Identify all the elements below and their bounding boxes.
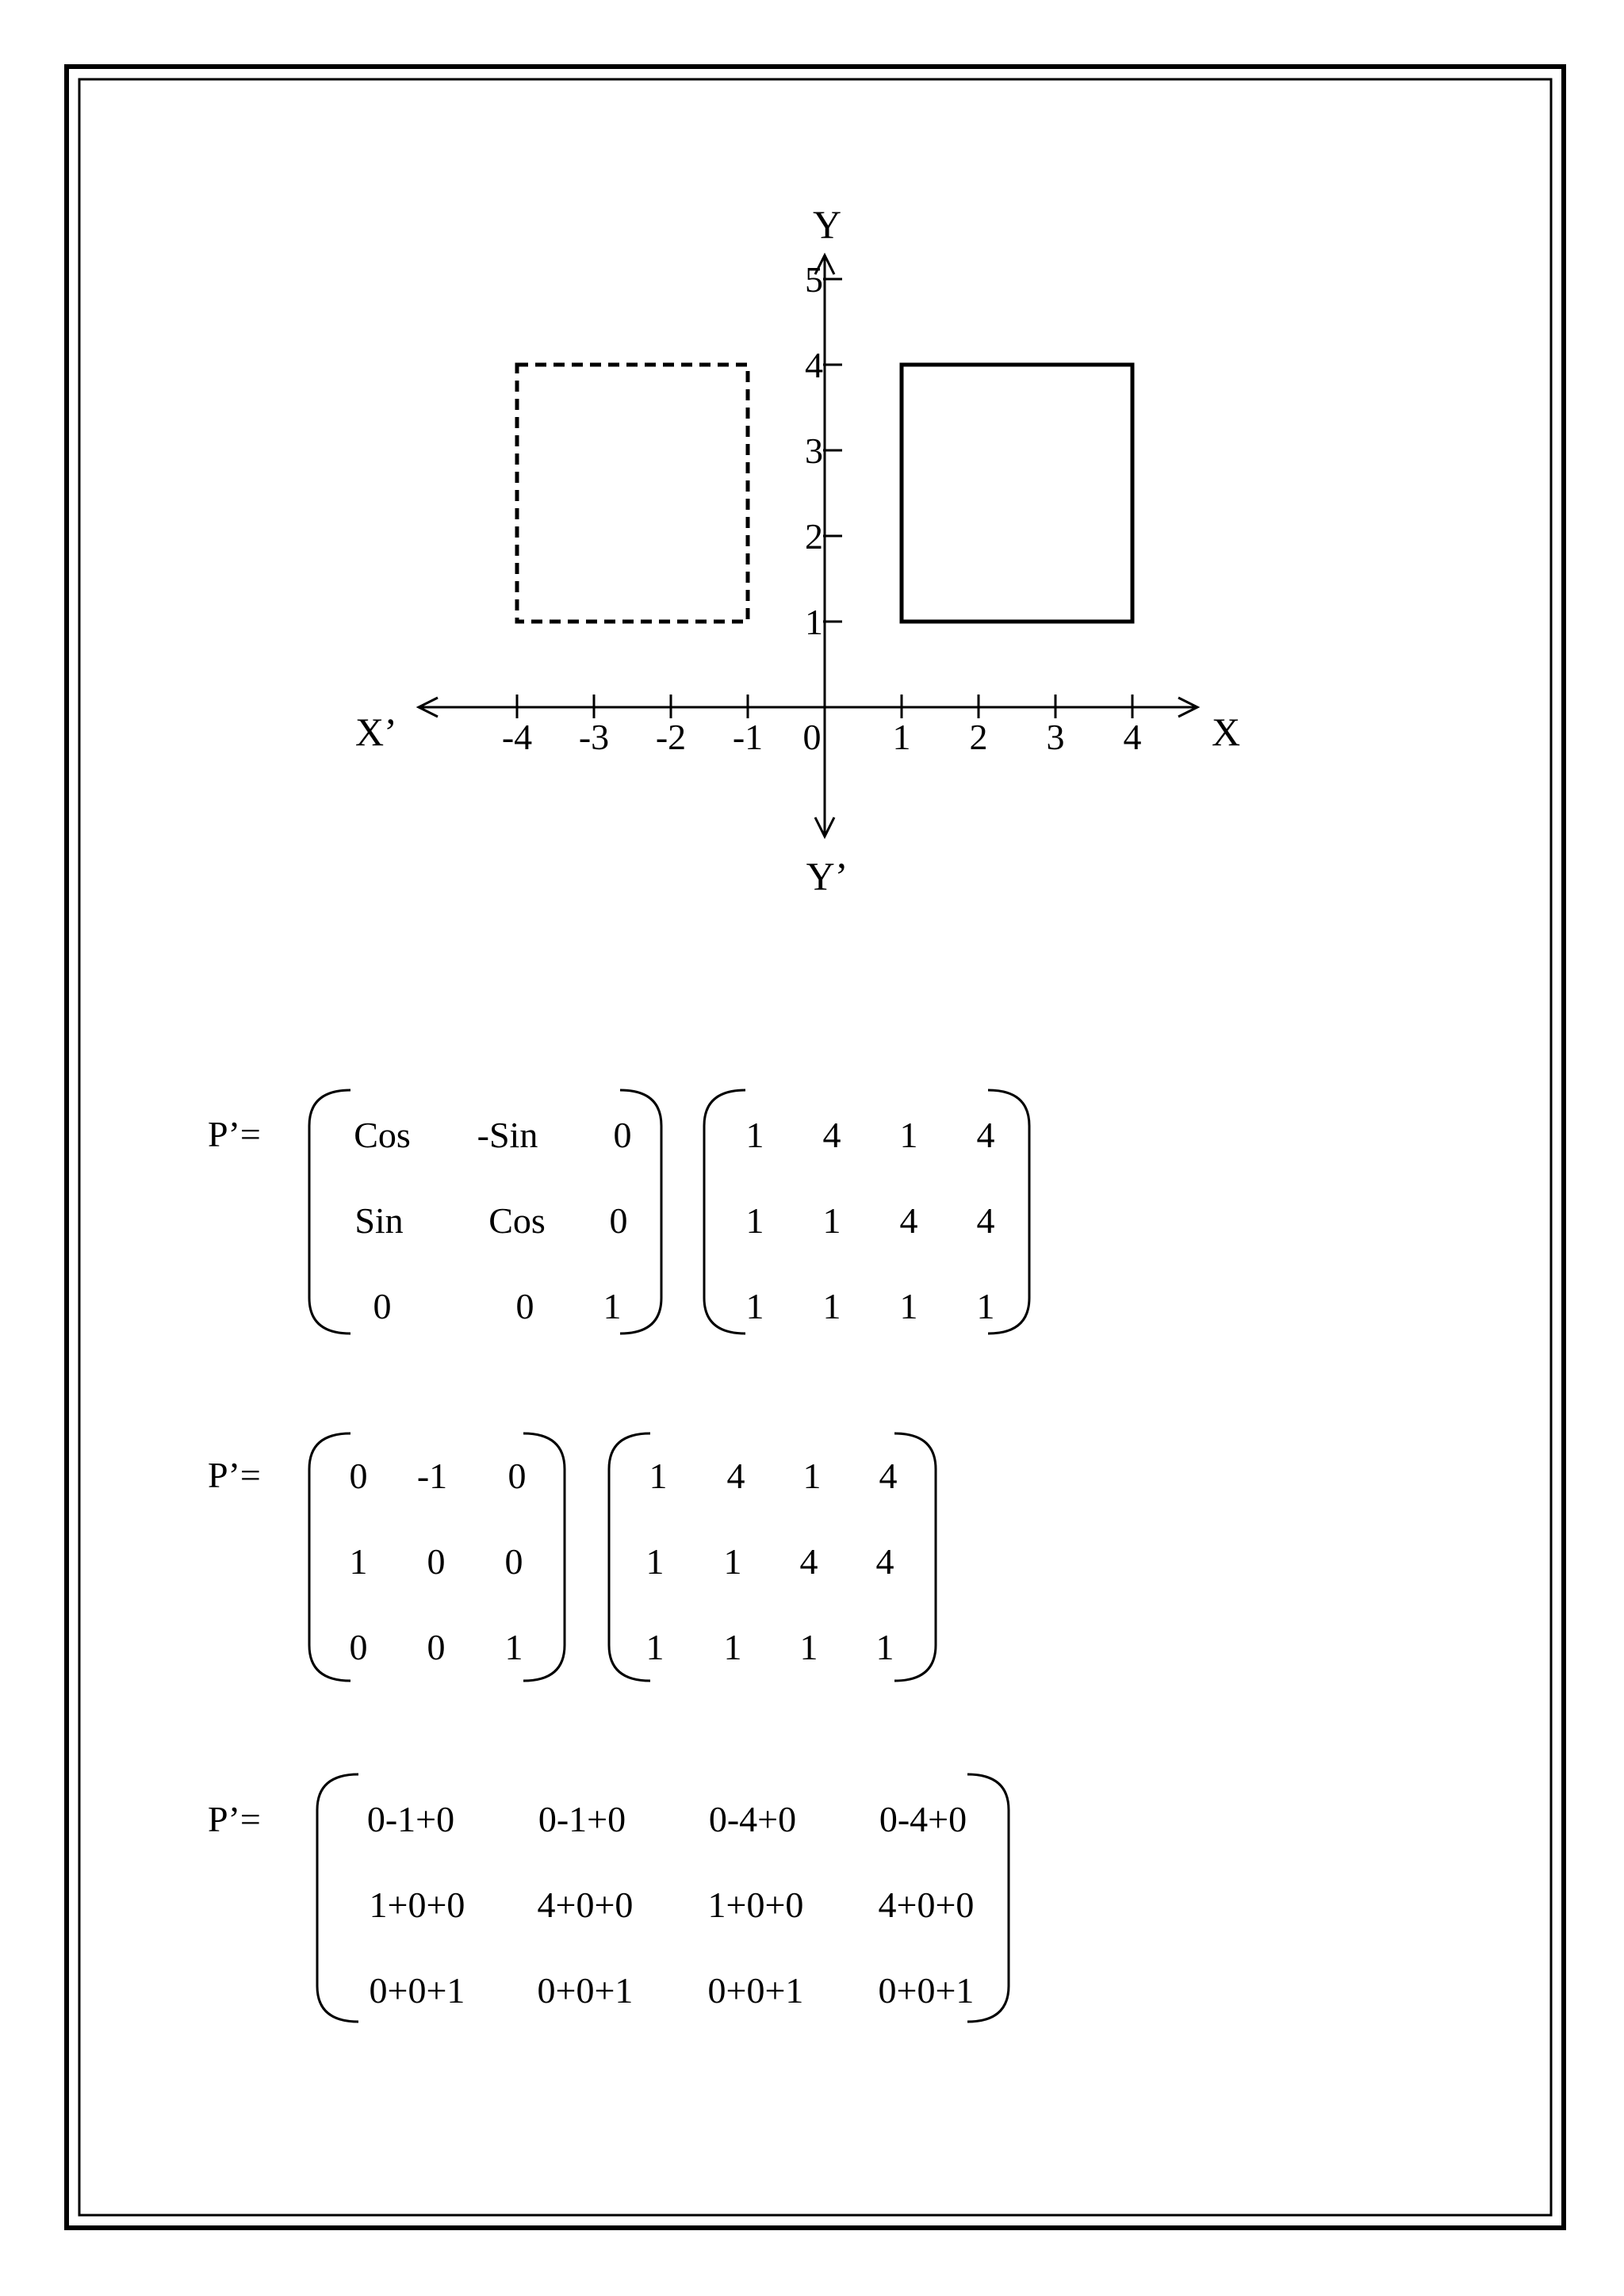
- matrix-cell: 1: [899, 1286, 918, 1326]
- matrix-cell: 1: [504, 1627, 523, 1667]
- matrix-cell: 1: [723, 1541, 742, 1582]
- y-tick-label: 1: [805, 602, 823, 642]
- matrix-cell: 1: [802, 1456, 822, 1496]
- left-paren: [609, 1433, 650, 1681]
- matrix-cell: 1: [745, 1200, 764, 1241]
- y-axis-label: Y: [812, 202, 842, 247]
- matrix-cell: 1: [603, 1286, 622, 1326]
- x-tick-label: -3: [578, 717, 610, 757]
- matrix-cell: 0+0+1: [878, 1970, 975, 2011]
- matrix-cell: -Sin: [477, 1115, 538, 1155]
- rotated-rectangle: [517, 365, 748, 622]
- equation-3-lhs: P’=: [208, 1799, 261, 1839]
- coordinate-graph: [355, 202, 1240, 898]
- left-paren: [309, 1090, 350, 1334]
- left-paren: [704, 1090, 745, 1334]
- x-tick-label: 3: [1046, 717, 1065, 757]
- matrix-cell: 4: [822, 1115, 841, 1155]
- matrix-cell: Sin: [354, 1200, 404, 1241]
- original-rectangle: [902, 365, 1132, 622]
- matrix-cell: 0: [609, 1200, 628, 1241]
- matrix-cell: 1: [976, 1286, 995, 1326]
- page-border-outer: [67, 67, 1564, 2228]
- x-tick-label: 2: [969, 717, 988, 757]
- matrix-cell: 4: [976, 1200, 995, 1241]
- y-tick-label: 5: [805, 259, 823, 300]
- y-tick-label: 3: [805, 430, 823, 471]
- matrix-cell: Cos: [488, 1200, 546, 1241]
- matrix-cell: 0-1+0: [366, 1799, 455, 1839]
- y-tick-label: 4: [805, 345, 823, 385]
- matrix-cell: 0-4+0: [879, 1799, 967, 1839]
- right-paren: [523, 1433, 565, 1681]
- matrix-cell: 4: [976, 1115, 995, 1155]
- x-axis-neg-label: X’: [355, 710, 397, 754]
- equation-1: [208, 1090, 1029, 1334]
- matrix-cell: 1: [822, 1286, 841, 1326]
- equation-3: [208, 1774, 1009, 2022]
- equation-2: [208, 1433, 936, 1681]
- matrix-cell: 1: [799, 1627, 818, 1667]
- matrix-cell: 1: [822, 1200, 841, 1241]
- matrix-cell: 1: [745, 1115, 764, 1155]
- x-tick-label: -4: [501, 717, 533, 757]
- matrix-cell: 4: [799, 1541, 818, 1582]
- matrix-cell: 1: [649, 1456, 668, 1496]
- equation-2-lhs: P’=: [208, 1455, 261, 1495]
- matrix-cell: 0-1+0: [538, 1799, 626, 1839]
- matrix-cell: 4+0+0: [537, 1885, 634, 1925]
- matrix-cell: 0+0+1: [707, 1970, 804, 2011]
- matrix-cell: 4: [726, 1456, 745, 1496]
- matrix-cell: 1: [723, 1627, 742, 1667]
- matrix-cell: 0+0+1: [537, 1970, 634, 2011]
- y-axis-neg-label: Y’: [806, 854, 848, 898]
- page-border-inner: [79, 79, 1551, 2215]
- matrix-cell: 1: [875, 1627, 894, 1667]
- equation-3-result-matrix: [317, 1774, 1009, 2022]
- matrix-cell: 0: [373, 1286, 392, 1326]
- matrix-cell: 1+0+0: [707, 1885, 804, 1925]
- x-axis-label: X: [1212, 710, 1241, 754]
- x-tick-label: 1: [892, 717, 911, 757]
- equation-1-point-matrix: [704, 1090, 1029, 1334]
- equation-2-point-matrix: [609, 1433, 936, 1681]
- left-paren: [309, 1433, 350, 1681]
- matrix-cell: 0: [504, 1541, 523, 1582]
- matrix-cell: 1: [349, 1541, 368, 1582]
- right-paren: [894, 1433, 936, 1681]
- equation-1-rotation-matrix: [309, 1090, 661, 1334]
- matrix-cell: 0-4+0: [708, 1799, 797, 1839]
- matrix-cell: 4+0+0: [878, 1885, 975, 1925]
- matrix-cell: 0: [349, 1627, 368, 1667]
- left-paren: [317, 1774, 358, 2022]
- matrix-cell: 4: [875, 1541, 894, 1582]
- matrix-cell: 1: [745, 1286, 764, 1326]
- matrix-cell: 0: [515, 1286, 534, 1326]
- origin-label: 0: [802, 717, 822, 757]
- matrix-cell: 4: [879, 1456, 898, 1496]
- matrix-cell: 0+0+1: [369, 1970, 465, 2011]
- equation-2-rotation-matrix: [309, 1433, 565, 1681]
- x-tick-label: -1: [732, 717, 764, 757]
- matrix-cell: Cos: [354, 1115, 411, 1155]
- matrix-cell: 1: [645, 1627, 665, 1667]
- matrix-cell: 0: [508, 1456, 527, 1496]
- matrix-cell: 0: [613, 1115, 632, 1155]
- matrix-cell: 0: [427, 1627, 446, 1667]
- matrix-cell: 4: [899, 1200, 918, 1241]
- matrix-cell: 1: [645, 1541, 665, 1582]
- matrix-cell: 1+0+0: [369, 1885, 465, 1925]
- x-tick-label: -2: [655, 717, 687, 757]
- x-tick-label: 4: [1123, 717, 1142, 757]
- matrix-cell: -1: [416, 1456, 448, 1496]
- matrix-cell: 0: [349, 1456, 368, 1496]
- matrix-cell: 0: [427, 1541, 446, 1582]
- y-tick-label: 2: [805, 516, 823, 557]
- equation-1-lhs: P’=: [208, 1114, 261, 1154]
- matrix-cell: 1: [899, 1115, 918, 1155]
